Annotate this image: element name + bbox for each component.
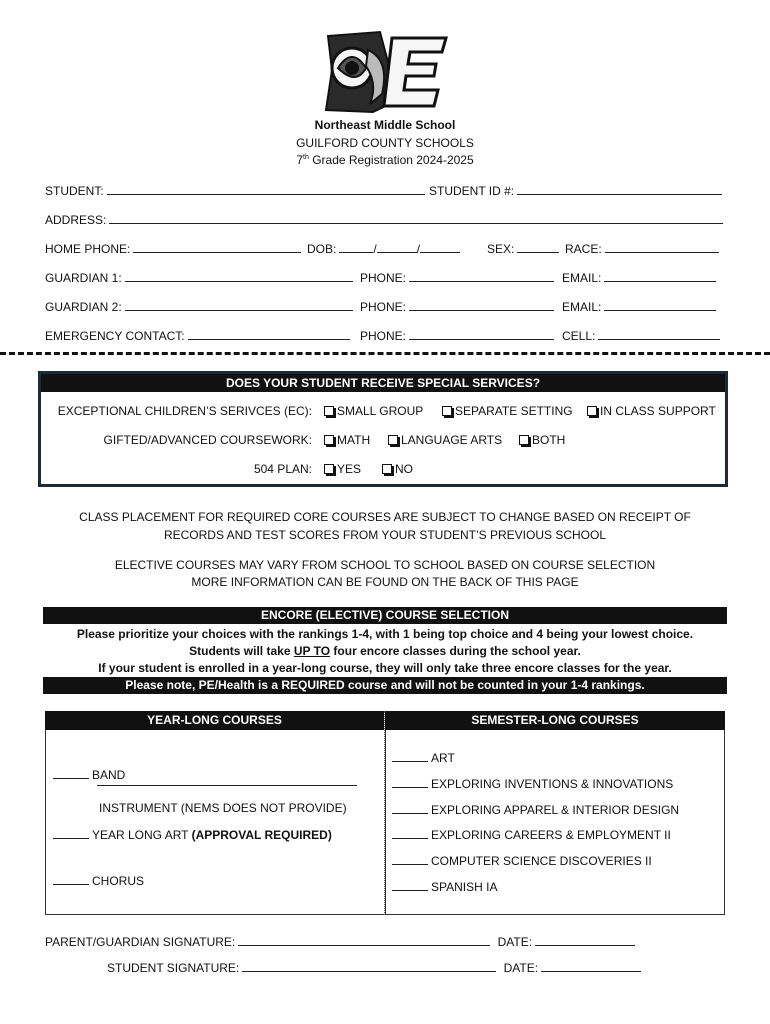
dob-month-field[interactable] xyxy=(339,241,373,253)
emergency-phone-field[interactable] xyxy=(409,328,554,340)
checkbox-icon xyxy=(324,406,334,416)
checkbox-icon xyxy=(382,464,392,474)
home-phone-row: HOME PHONE: DOB: / / SEX: RACE: xyxy=(45,241,725,257)
ec-option-in-class-support[interactable]: IN CLASS SUPPORT xyxy=(587,404,716,418)
checkbox-icon xyxy=(388,435,398,445)
sex-field[interactable] xyxy=(517,241,559,253)
ec-option-small-group[interactable]: SMALL GROUP xyxy=(324,404,423,418)
dob-year-field[interactable] xyxy=(420,241,460,253)
emergency-row: EMERGENCY CONTACT: PHONE: CELL: xyxy=(45,328,725,344)
guardian2-field[interactable] xyxy=(125,299,353,311)
course-exploring-careers[interactable]: EXPLORING CAREERS & EMPLOYMENT II xyxy=(392,827,671,842)
course-exploring-apparel[interactable]: EXPLORING APPAREL & INTERIOR DESIGN xyxy=(392,802,679,817)
semester-long-header: SEMESTER-LONG COURSES xyxy=(385,711,725,730)
school-name: Northeast Middle School xyxy=(314,118,456,132)
gifted-option-language-arts[interactable]: LANGUAGE ARTS xyxy=(388,433,502,447)
encore-instruction-3: If your student is enrolled in a year-long course, they will only take three encore classes for the year. xyxy=(98,661,672,675)
checkbox-icon xyxy=(519,435,529,445)
form-title: 7th Grade Registration 2024-2025 xyxy=(296,153,474,167)
gifted-option-math[interactable]: MATH xyxy=(324,433,370,447)
home-phone-field[interactable] xyxy=(133,241,301,253)
special-services-title: DOES YOUR STUDENT RECEIVE SPECIAL SERVICES? xyxy=(41,374,725,392)
school-logo xyxy=(318,30,450,114)
elective-note-1: ELECTIVE COURSES MAY VARY FROM SCHOOL TO SCHOOL BASED ON COURSE SELECTION xyxy=(114,558,656,572)
course-chorus[interactable]: CHORUS xyxy=(53,873,144,888)
checkbox-icon xyxy=(587,406,597,416)
ec-label: EXCEPTIONAL CHILDREN’S SERIVCES (EC): xyxy=(57,404,312,418)
guardian1-row: GUARDIAN 1: PHONE: EMAIL: xyxy=(45,270,725,286)
guardian1-field[interactable] xyxy=(125,270,353,282)
course-art[interactable]: ART xyxy=(392,750,455,765)
student-signature-row: STUDENT SIGNATURE: DATE: xyxy=(107,960,641,975)
guardian1-email-field[interactable] xyxy=(604,270,716,282)
guardian2-email-field[interactable] xyxy=(604,299,716,311)
parent-signature-row: PARENT/GUARDIAN SIGNATURE: DATE: xyxy=(45,934,635,949)
placement-note-2: RECORDS AND TEST SCORES FROM YOUR STUDENT’S PREVIOUS SCHOOL xyxy=(163,528,607,542)
checkbox-icon xyxy=(442,406,452,416)
encore-instruction-1: Please prioritize your choices with the rankings 1-4, with 1 being top choice and 4 being your lowest choice. xyxy=(76,627,694,641)
guardian1-phone-field[interactable] xyxy=(409,270,554,282)
student-row: STUDENT: STUDENT ID #: xyxy=(45,183,725,199)
encore-pe-note: Please note, PE/Health is a REQUIRED course and will not be counted in your 1-4 rankings. xyxy=(43,677,727,694)
gifted-label: GIFTED/ADVANCED COURSEWORK: xyxy=(103,433,312,447)
emergency-cell-field[interactable] xyxy=(598,328,720,340)
ec-option-separate-setting[interactable]: SEPARATE SETTING xyxy=(442,404,573,418)
column-divider xyxy=(385,730,386,915)
address-row: ADDRESS: xyxy=(45,212,725,228)
guardian2-row: GUARDIAN 2: PHONE: EMAIL: xyxy=(45,299,725,315)
gifted-option-both[interactable]: BOTH xyxy=(519,433,565,447)
encore-title: ENCORE (ELECTIVE) COURSE SELECTION xyxy=(43,607,727,624)
dashed-divider xyxy=(0,352,770,355)
letter-e-icon xyxy=(384,38,446,106)
course-spanish[interactable]: SPANISH IA xyxy=(392,879,497,894)
guardian2-phone-field[interactable] xyxy=(409,299,554,311)
instrument-label: INSTRUMENT (NEMS DOES NOT PROVIDE) xyxy=(99,801,347,815)
plan-option-no[interactable]: NO xyxy=(382,462,413,476)
address-field[interactable] xyxy=(109,212,723,224)
dob-day-field[interactable] xyxy=(377,241,417,253)
elective-note-2: MORE INFORMATION CAN BE FOUND ON THE BACK OF THIS PAGE xyxy=(191,575,579,589)
course-year-long-art[interactable]: YEAR LONG ART (APPROVAL REQUIRED) xyxy=(53,827,332,842)
student-id-field[interactable] xyxy=(517,183,722,195)
course-band[interactable]: BAND xyxy=(53,767,125,782)
race-field[interactable] xyxy=(605,241,719,253)
plan-option-yes[interactable]: YES xyxy=(324,462,361,476)
student-signature-field[interactable] xyxy=(242,960,496,972)
plan-label: 504 PLAN: xyxy=(253,462,312,476)
instrument-line[interactable] xyxy=(97,785,357,786)
encore-instruction-2: Students will take UP TO four encore classes during the school year. xyxy=(189,644,581,658)
placement-note-1: CLASS PLACEMENT FOR REQUIRED CORE COURSES ARE SUBJECT TO CHANGE BASED ON RECEIPT OF xyxy=(79,510,691,524)
emergency-contact-field[interactable] xyxy=(188,328,350,340)
student-name-field[interactable] xyxy=(107,183,425,195)
year-long-header: YEAR-LONG COURSES xyxy=(45,711,384,730)
parent-signature-field[interactable] xyxy=(238,934,490,946)
checkbox-icon xyxy=(324,435,334,445)
parent-date-field[interactable] xyxy=(535,934,635,946)
course-computer-science[interactable]: COMPUTER SCIENCE DISCOVERIES II xyxy=(392,853,652,868)
district-name: GUILFORD COUNTY SCHOOLS xyxy=(296,136,474,150)
student-date-field[interactable] xyxy=(541,960,641,972)
checkbox-icon xyxy=(324,464,334,474)
course-exploring-inventions[interactable]: EXPLORING INVENTIONS & INNOVATIONS xyxy=(392,776,673,791)
